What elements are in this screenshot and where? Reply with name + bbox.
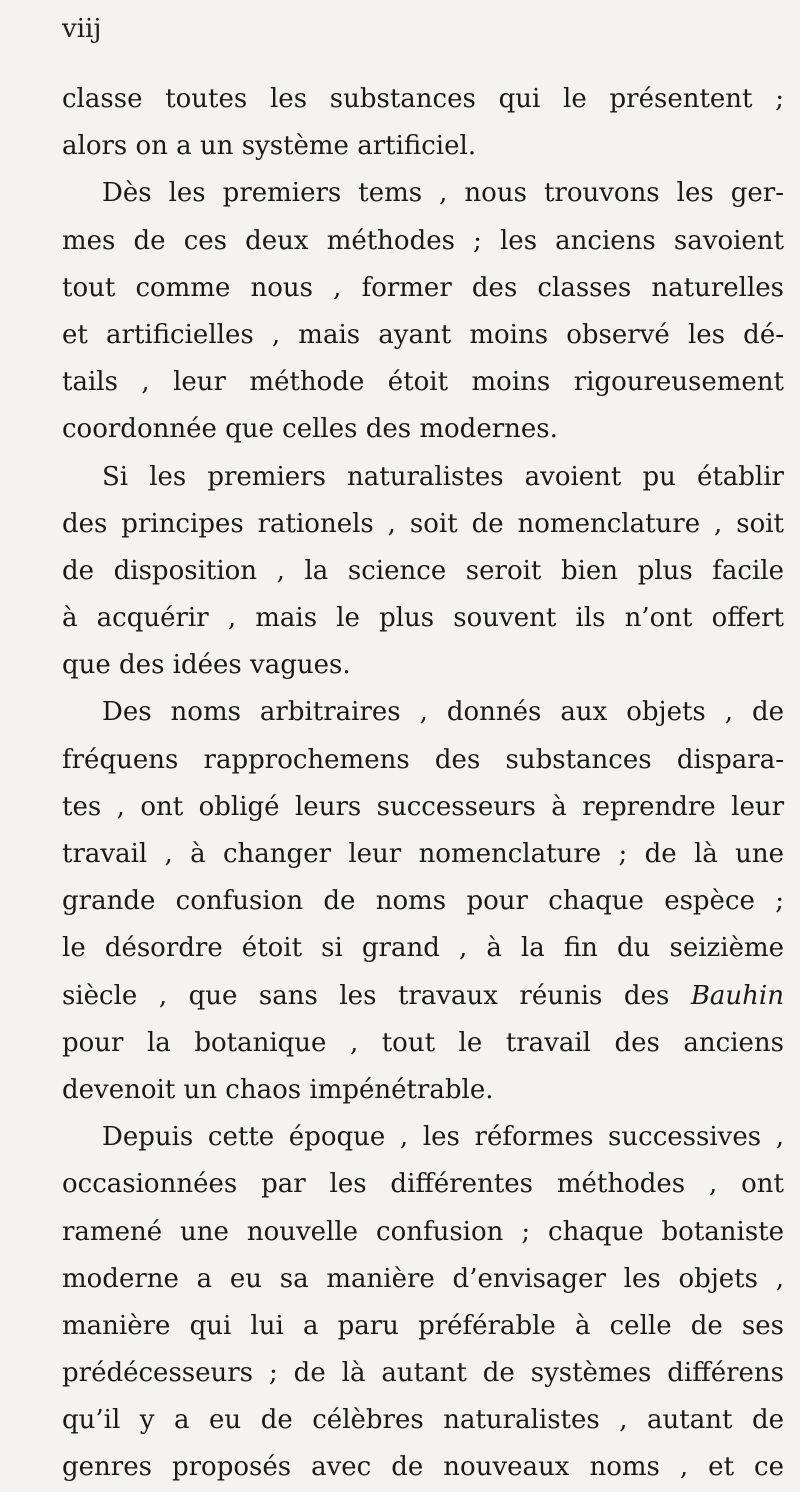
text-line: le désordre étoit si grand , à la fin du seizième — [62, 933, 784, 964]
text-line: à acquérir , mais le plus souvent ils n’ont offert — [62, 603, 784, 634]
text-line: prédécesseurs ; de là autant de systèmes différens — [62, 1358, 784, 1389]
paragraph-end-line: coordonnée que celles des modernes. — [62, 414, 558, 445]
paragraph-start-line: Dès les premiers tems , nous trouvons les ger- — [102, 178, 784, 209]
text-line: tails , leur méthode étoit moins rigoureusement — [62, 367, 784, 398]
paragraph-start-line: Depuis cette époque , les réformes successives , — [102, 1122, 784, 1153]
text-line: qu’il y a eu de célèbres naturalistes , autant de — [62, 1405, 784, 1436]
text-line: genres proposés avec de nouveaux noms , et ce — [62, 1452, 784, 1483]
text-line: occasionnées par les différentes méthodes , ont — [62, 1169, 784, 1200]
paragraph-start-line: Des noms arbitraires , donnés aux objets , de — [102, 697, 784, 728]
paragraph-end-line: que des idées vagues. — [62, 650, 351, 681]
text-line: tout comme nous , former des classes naturelles — [62, 272, 784, 303]
page-number: viij — [62, 14, 102, 44]
text-line: manière qui lui a paru préférable à celle de ses — [62, 1310, 784, 1341]
text-line: mes de ces deux méthodes ; les anciens savoient — [62, 225, 784, 256]
body-text — [62, 76, 784, 1492]
text-line: grande confusion de noms pour chaque espèce ; — [62, 886, 784, 917]
text-line: et artificielles , mais ayant moins observé les dé- — [62, 319, 784, 350]
text-line: tes , ont obligé leurs successeurs à reprendre leur — [62, 791, 784, 822]
text-line: siècle , que sans les travaux réunis des Bauhin — [62, 980, 784, 1011]
text-line: ramené une nouvelle confusion ; chaque botaniste — [62, 1216, 784, 1247]
paragraph-end-line: alors on a un système artificiel. — [62, 131, 477, 162]
text-line: des principes rationels , soit de nomenclature , soit — [62, 508, 784, 539]
text-line: moderne a eu sa manière d’envisager les objets , — [62, 1263, 784, 1294]
paragraph-start-line: Si les premiers naturalistes avoient pu établir — [102, 461, 784, 492]
text-line: travail , à changer leur nomenclature ; de là une — [62, 839, 784, 869]
paragraph-end-line: devenoit un chaos impénétrable. — [62, 1074, 494, 1105]
text-line: de disposition , la science seroit bien plus facile — [62, 555, 784, 586]
text-line: pour la botanique , tout le travail des anciens — [62, 1027, 784, 1058]
text-line: fréquens rapprochemens des substances dispara- — [62, 744, 784, 775]
text-line: classe toutes les substances qui le présentent ; — [62, 84, 784, 114]
